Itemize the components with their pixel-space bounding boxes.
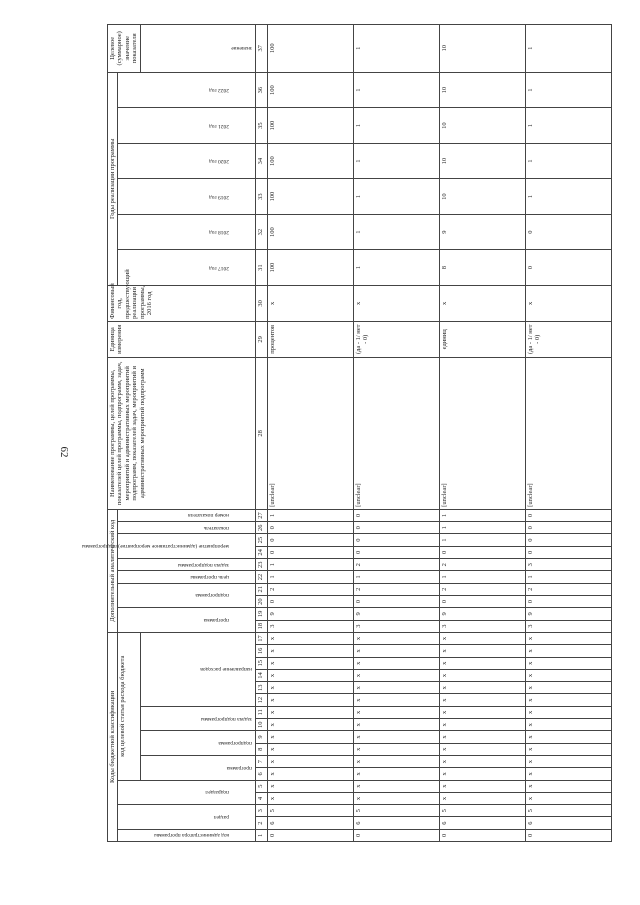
column-number: 20	[255, 595, 267, 607]
vertical-header	[140, 731, 255, 756]
code-digit: х	[267, 768, 353, 780]
year-header	[118, 108, 255, 144]
column-numbers-row	[255, 24, 267, 841]
row-year-value: 1	[353, 179, 439, 215]
vertical-header	[140, 755, 255, 780]
year-header	[118, 143, 255, 179]
code-digit: 6	[267, 817, 353, 829]
code-digit: х	[353, 792, 439, 804]
unit-column-header: Единица измерения	[108, 321, 256, 357]
column-number: 27	[255, 509, 267, 521]
code-digit: 9	[267, 608, 353, 620]
row-target-value: 1	[353, 24, 439, 72]
year-header	[118, 72, 255, 108]
code-digit: х	[353, 755, 439, 767]
column-number: 2	[255, 817, 267, 829]
code-digit: 2	[353, 559, 439, 571]
column-number: 36	[255, 72, 267, 108]
code-digit: 3	[353, 620, 439, 632]
row-year-value: 100	[267, 72, 353, 108]
code-digit: х	[439, 731, 525, 743]
code-digit: 3	[525, 559, 611, 571]
row-unit: единиц	[439, 321, 525, 357]
row-description: [unclear]	[267, 357, 353, 509]
code-digit: 0	[525, 595, 611, 607]
row-description: [unclear]	[353, 357, 439, 509]
column-number: 13	[255, 682, 267, 694]
vertical-header-label: программа	[226, 764, 252, 771]
code-digit: х	[439, 780, 525, 792]
row-year-value: 10	[439, 179, 525, 215]
column-number: 16	[255, 645, 267, 657]
year-label: 2017 год	[209, 264, 230, 271]
vertical-header-label: раздел	[214, 813, 230, 820]
code-digit: х	[267, 743, 353, 755]
column-number: 5	[255, 780, 267, 792]
row-target-value: 100	[267, 24, 353, 72]
row-year-value: 1	[353, 108, 439, 144]
code-digit: 0	[267, 522, 353, 534]
row-year-value: 1	[525, 143, 611, 179]
column-number: 14	[255, 669, 267, 681]
row-year-value: 10	[439, 143, 525, 179]
code-digit: х	[525, 694, 611, 706]
vertical-header-label: цель программы	[190, 574, 230, 580]
code-digit: 0	[439, 595, 525, 607]
code-digit: х	[525, 669, 611, 681]
code-digit: х	[525, 657, 611, 669]
code-digit: 1	[439, 522, 525, 534]
code-digit: х	[439, 669, 525, 681]
code-digit: 1	[439, 571, 525, 583]
column-number: 17	[255, 632, 267, 644]
row-year-value: 1	[353, 214, 439, 250]
year-label: 2022 год	[209, 87, 230, 94]
additional-code-header: Дополнительный аналитический код	[108, 509, 118, 632]
code-digit: 0	[353, 595, 439, 607]
vertical-header-label: направление расходов	[200, 666, 252, 673]
column-number: 21	[255, 583, 267, 595]
year-label: 2019 год	[209, 193, 230, 200]
row-unit: (да - 1/ нет - 0)	[353, 321, 439, 357]
code-digit: х	[267, 731, 353, 743]
code-digit: х	[439, 682, 525, 694]
indicator-number: 1	[439, 509, 525, 521]
code-digit: х	[353, 731, 439, 743]
column-number: 31	[255, 250, 267, 286]
row-base-year: х	[439, 285, 525, 321]
row-target-value: 1	[525, 24, 611, 72]
code-digit: 0	[267, 829, 353, 841]
vertical-header	[82, 534, 255, 559]
code-digit: х	[525, 755, 611, 767]
vertical-header	[118, 608, 255, 633]
row-description: [unclear]	[525, 357, 611, 509]
row-year-value: 0	[525, 214, 611, 250]
code-digit: 0	[439, 829, 525, 841]
code-digit: 2	[439, 583, 525, 595]
vertical-header	[118, 559, 255, 571]
column-number: 3	[255, 805, 267, 817]
vertical-header-label: задача подпрограммы	[200, 715, 252, 722]
row-year-value: 100	[267, 143, 353, 179]
code-digit: х	[267, 657, 353, 669]
code-digit: х	[439, 632, 525, 644]
code-digit: х	[353, 657, 439, 669]
code-digit: х	[353, 645, 439, 657]
row-base-year: х	[267, 285, 353, 321]
code-digit: 0	[525, 829, 611, 841]
row-unit: (да - 1/ нет - 0)	[525, 321, 611, 357]
row-year-value: 8	[439, 250, 525, 286]
header-row-1	[108, 24, 118, 841]
code-digit: 0	[353, 546, 439, 558]
code-digit: 3	[439, 620, 525, 632]
column-number: 12	[255, 694, 267, 706]
vertical-header	[118, 509, 255, 521]
vertical-header	[118, 583, 255, 608]
row-base-year: х	[353, 285, 439, 321]
code-digit: 6	[439, 817, 525, 829]
column-number: 7	[255, 755, 267, 767]
column-number: 35	[255, 108, 267, 144]
column-number: 8	[255, 743, 267, 755]
column-number: 33	[255, 179, 267, 215]
code-digit: х	[267, 669, 353, 681]
indicator-number: 0	[353, 509, 439, 521]
code-digit: 6	[353, 817, 439, 829]
row-year-value: 100	[267, 108, 353, 144]
code-digit: х	[267, 792, 353, 804]
code-digit: 2	[353, 583, 439, 595]
code-digit: 2	[525, 583, 611, 595]
vertical-header	[118, 805, 255, 830]
column-number: 29	[255, 321, 267, 357]
column-number: 24	[255, 546, 267, 558]
code-digit: х	[353, 719, 439, 731]
row-year-value: 1	[353, 250, 439, 286]
financial-year-header: Финансовый год, предшествующий реализации программы, 2016 год	[108, 285, 256, 321]
code-digit: х	[353, 768, 439, 780]
column-number: 11	[255, 706, 267, 718]
vertical-header-label: подраздел	[205, 789, 230, 796]
code-digit: 2	[439, 559, 525, 571]
vertical-header-label: подпрограмма	[195, 592, 230, 599]
code-digit: х	[525, 780, 611, 792]
code-digit: 5	[267, 805, 353, 817]
code-digit: х	[353, 694, 439, 706]
value-label: значение	[231, 45, 252, 52]
vertical-header-label: показатель	[204, 524, 230, 531]
code-digit: х	[267, 645, 353, 657]
year-label: 2018 год	[209, 229, 230, 236]
year-header	[118, 179, 255, 215]
year-label: 2021 год	[209, 122, 230, 129]
code-digit: 0	[353, 522, 439, 534]
vertical-header-label: программа	[204, 617, 230, 624]
column-number: 18	[255, 620, 267, 632]
column-number: 15	[255, 657, 267, 669]
code-digit: 0	[267, 546, 353, 558]
code-digit: 5	[439, 805, 525, 817]
years-header: Годы реализации программы	[108, 72, 118, 285]
table-row	[353, 24, 439, 841]
code-digit: 0	[267, 534, 353, 546]
code-digit: х	[353, 780, 439, 792]
row-year-value: 1	[353, 72, 439, 108]
code-digit: х	[267, 706, 353, 718]
code-digit: 3	[267, 620, 353, 632]
table-row	[525, 24, 611, 841]
code-digit: 1	[439, 534, 525, 546]
code-digit: х	[267, 755, 353, 767]
code-digit: 9	[525, 608, 611, 620]
column-number: 6	[255, 768, 267, 780]
page-number: 62	[58, 446, 70, 458]
code-digit: 5	[353, 805, 439, 817]
vertical-header	[118, 571, 255, 583]
row-year-value: 1	[353, 143, 439, 179]
column-number: 34	[255, 143, 267, 179]
code-digit: х	[439, 706, 525, 718]
code-digit: х	[267, 632, 353, 644]
year-header	[118, 250, 255, 286]
code-digit: 0	[525, 522, 611, 534]
code-digit: 1	[267, 559, 353, 571]
code-digit: 3	[525, 620, 611, 632]
column-number: 28	[255, 357, 267, 509]
year-label: 2020 год	[209, 158, 230, 165]
row-year-value: 1	[525, 108, 611, 144]
column-number: 30	[255, 285, 267, 321]
column-number: 4	[255, 792, 267, 804]
indicator-number: 0	[525, 509, 611, 521]
code-digit: х	[439, 755, 525, 767]
vertical-header-label: подпрограмма	[218, 740, 252, 747]
code-digit: х	[525, 632, 611, 644]
row-unit: процентов	[267, 321, 353, 357]
code-digit: х	[267, 719, 353, 731]
name-column-header: Наименование программы, целей программы, показателей целей программы, подпрограмм, задач, мероприятий и административных мероприятий подпрограмм, показателей задач, мероприятий и административных мероприятий подпрограмм	[108, 357, 256, 509]
table-row	[267, 24, 353, 841]
column-number: 22	[255, 571, 267, 583]
code-digit: х	[439, 694, 525, 706]
row-year-value: 10	[439, 108, 525, 144]
row-description: [unclear]	[439, 357, 525, 509]
code-digit: 5	[525, 805, 611, 817]
row-target-value: 10	[439, 24, 525, 72]
column-number: 19	[255, 608, 267, 620]
code-digit: х	[525, 645, 611, 657]
code-digit: 1	[525, 571, 611, 583]
column-number: 1	[255, 829, 267, 841]
program-indicators-table	[82, 24, 612, 842]
code-digit: х	[353, 743, 439, 755]
code-digit: х	[439, 743, 525, 755]
code-digit: х	[525, 731, 611, 743]
row-year-value: 9	[439, 214, 525, 250]
code-digit: х	[267, 780, 353, 792]
row-year-value: 100	[267, 214, 353, 250]
column-number: 10	[255, 719, 267, 731]
row-year-value: 10	[439, 72, 525, 108]
code-digit: х	[439, 719, 525, 731]
rotated-table-container	[82, 31, 542, 842]
row-year-value: 100	[267, 250, 353, 286]
column-number: 23	[255, 559, 267, 571]
row-year-value: 0	[525, 250, 611, 286]
code-digit: х	[525, 743, 611, 755]
vertical-header	[118, 780, 255, 805]
code-digit: х	[525, 792, 611, 804]
code-digit: х	[267, 682, 353, 694]
vertical-header	[118, 829, 255, 841]
code-digit: 1	[353, 571, 439, 583]
code-digit: х	[525, 682, 611, 694]
column-number: 32	[255, 214, 267, 250]
code-digit: х	[525, 706, 611, 718]
code-digit: 9	[439, 608, 525, 620]
indicator-number: 1	[267, 509, 353, 521]
row-year-value: 1	[525, 179, 611, 215]
code-digit: х	[353, 669, 439, 681]
year-header	[118, 214, 255, 250]
vertical-header	[140, 632, 255, 706]
value-header	[140, 24, 255, 72]
vertical-header	[118, 522, 255, 534]
column-number: 37	[255, 24, 267, 72]
column-number: 9	[255, 731, 267, 743]
code-digit: 1	[267, 571, 353, 583]
column-number: 25	[255, 534, 267, 546]
code-digit: 2	[267, 583, 353, 595]
table-row	[439, 24, 525, 841]
code-digit: х	[353, 632, 439, 644]
budget-codes-header: Коды бюджетной классификации	[108, 632, 118, 841]
vertical-header-label: мероприятие (административное мероприятие) подпрограммы	[82, 543, 230, 550]
code-digit: 6	[525, 817, 611, 829]
code-digit: х	[353, 706, 439, 718]
code-digit: х	[353, 682, 439, 694]
code-digit: х	[439, 657, 525, 669]
vertical-header-label: номер показателя	[188, 512, 230, 519]
row-base-year: х	[525, 285, 611, 321]
row-year-value: 100	[267, 179, 353, 215]
code-digit: 9	[353, 608, 439, 620]
code-digit: 0	[353, 534, 439, 546]
target-article-header: код целевой статьи расхода бюджета	[118, 632, 140, 780]
code-digit: х	[439, 768, 525, 780]
code-digit: х	[439, 645, 525, 657]
code-digit: 0	[525, 546, 611, 558]
code-digit: х	[525, 719, 611, 731]
vertical-header-label: задача подпрограммы	[178, 561, 230, 568]
vertical-header	[140, 706, 255, 731]
code-digit: х	[439, 792, 525, 804]
code-digit: 0	[267, 595, 353, 607]
row-year-value: 1	[525, 72, 611, 108]
code-digit: х	[267, 694, 353, 706]
code-digit: 0	[439, 546, 525, 558]
target-value-header: Целевое (суммарное) значение показателя	[108, 24, 141, 72]
code-digit: 0	[353, 829, 439, 841]
code-digit: 0	[525, 534, 611, 546]
vertical-header-label: код администратора программы	[154, 832, 230, 839]
code-digit: х	[525, 768, 611, 780]
column-number: 26	[255, 522, 267, 534]
